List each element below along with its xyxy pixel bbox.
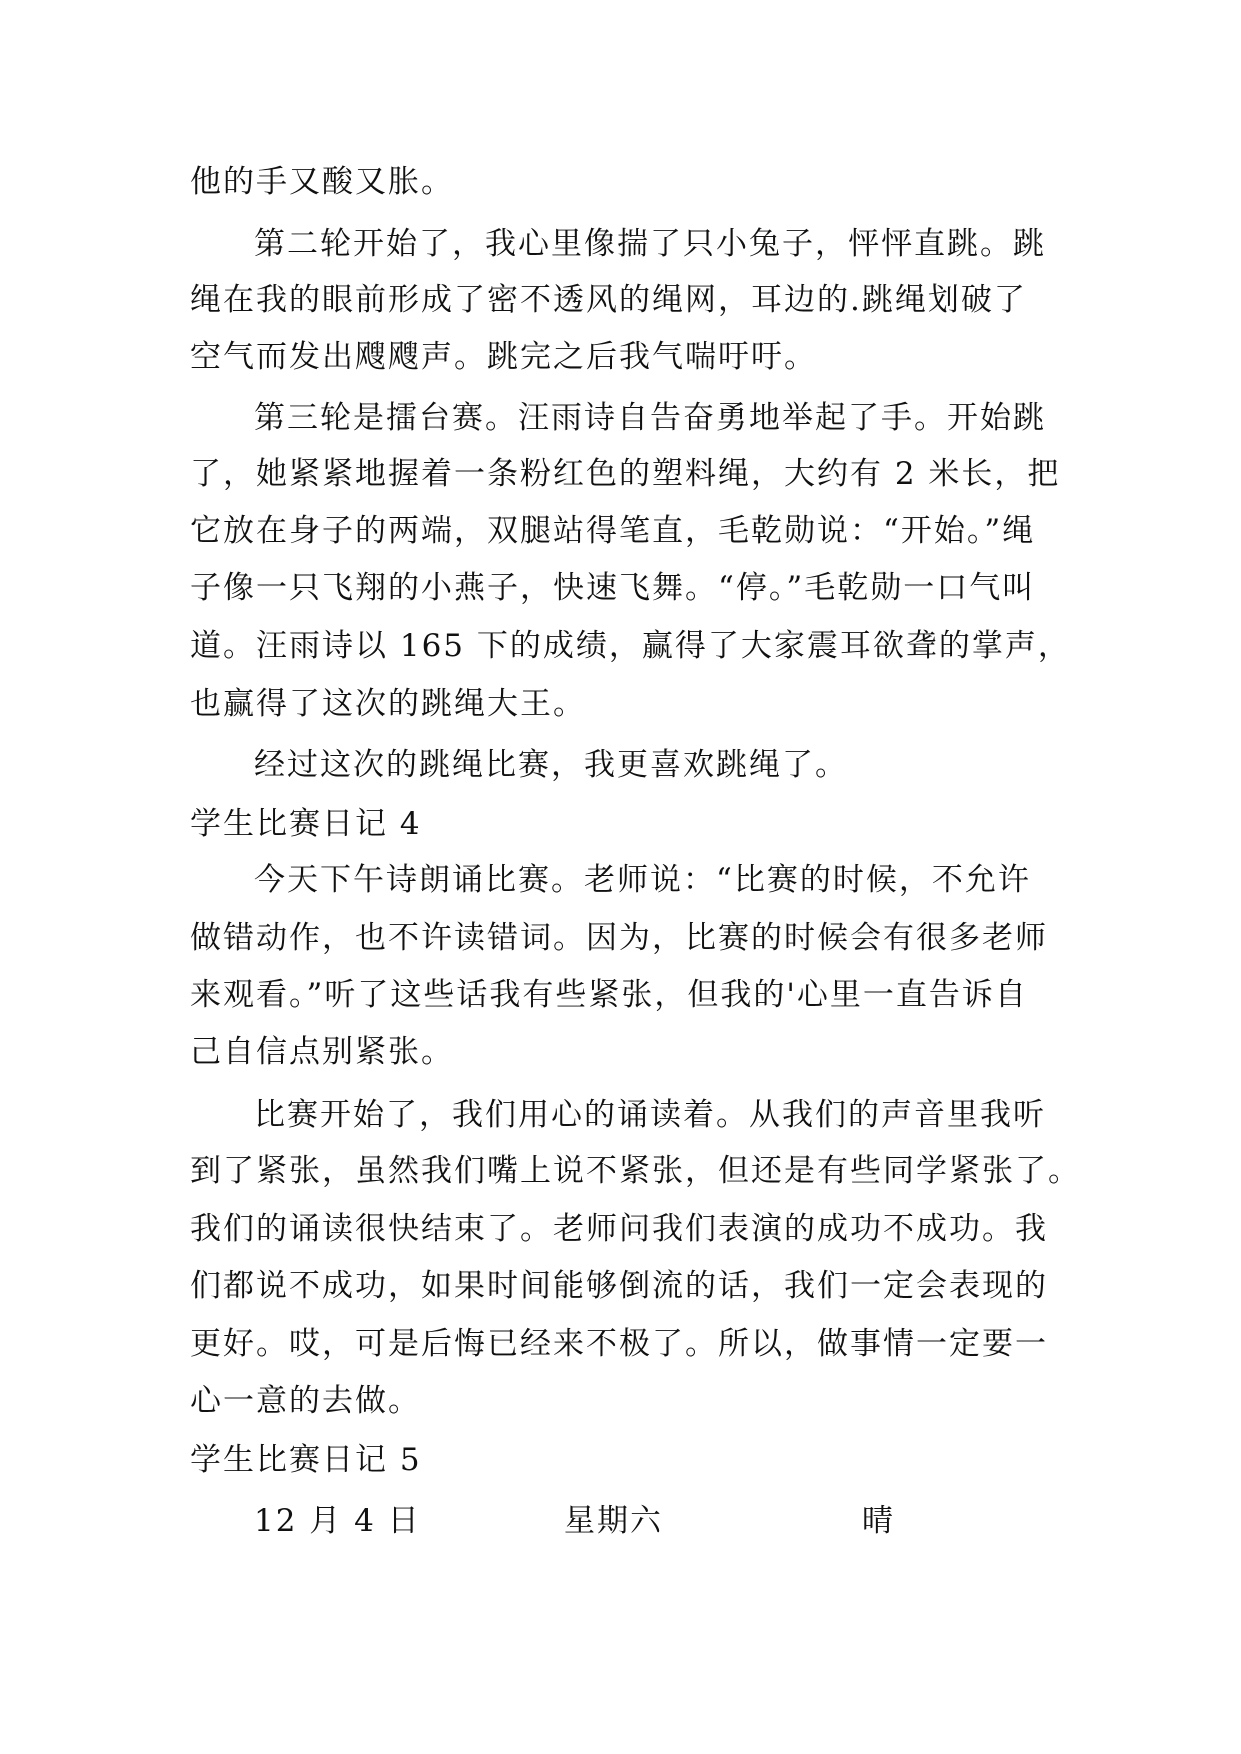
paragraph-line: 它放在身子的两端，双腿站得笔直，毛乾勋说：“开始。”绳 [190,513,1036,549]
paragraph-line: 己自信点别紧张。 [190,1034,454,1070]
paragraph-line: 到了紧张，虽然我们嘴上说不紧张，但还是有些同学紧张了。 [190,1153,1081,1189]
paragraph-line: 来观看。”听了这些话我有些紧张，但我的'心里一直告诉自 [190,977,1028,1013]
paragraph-line: 道。汪雨诗以 165 下的成绩，赢得了大家震耳欲聋的掌声， [190,628,1071,664]
paragraph-line: 做错动作，也不许读错词。因为，比赛的时候会有很多老师 [190,920,1048,956]
paragraph-line: 经过这次的跳绳比赛，我更喜欢跳绳了。 [254,747,848,783]
section-heading: 学生比赛日记 4 [190,806,422,842]
paragraph-line: 空气而发出飕飕声。跳完之后我气喘吁吁。 [190,339,817,375]
paragraph-line: 他的手又酸又胀。 [190,164,454,200]
diary-date-row [0,1501,1241,1541]
section-heading: 学生比赛日记 5 [190,1442,422,1478]
diary-weather: 晴 [862,1503,895,1539]
paragraph-line: 第二轮开始了，我心里像揣了只小兔子，怦怦直跳。跳 [254,226,1046,262]
paragraph-line: 我们的诵读很快结束了。老师问我们表演的成功不成功。我 [190,1211,1048,1247]
paragraph-line: 比赛开始了，我们用心的诵读着。从我们的声音里我听 [254,1097,1046,1133]
paragraph-line: 今天下午诗朗诵比赛。老师说：“比赛的时候，不允许 [254,862,1031,898]
diary-date: 12 月 4 日 [254,1503,421,1539]
paragraph-line: 了，她紧紧地握着一条粉红色的塑料绳，大约有 2 米长，把 [190,456,1061,492]
paragraph-line: 绳在我的眼前形成了密不透风的绳网，耳边的.跳绳划破了 [190,282,1027,318]
paragraph-line: 更好。哎，可是后悔已经来不极了。所以，做事情一定要一 [190,1326,1048,1362]
paragraph-line: 也赢得了这次的跳绳大王。 [190,686,586,722]
paragraph-line: 子像一只飞翔的小燕子，快速飞舞。“停。”毛乾勋一口气叫 [190,570,1036,606]
paragraph-line: 们都说不成功，如果时间能够倒流的话，我们一定会表现的 [190,1268,1048,1304]
paragraph-line: 第三轮是擂台赛。汪雨诗自告奋勇地举起了手。开始跳 [254,400,1046,436]
diary-weekday: 星期六 [564,1503,663,1539]
paragraph-line: 心一意的去做。 [190,1383,421,1419]
